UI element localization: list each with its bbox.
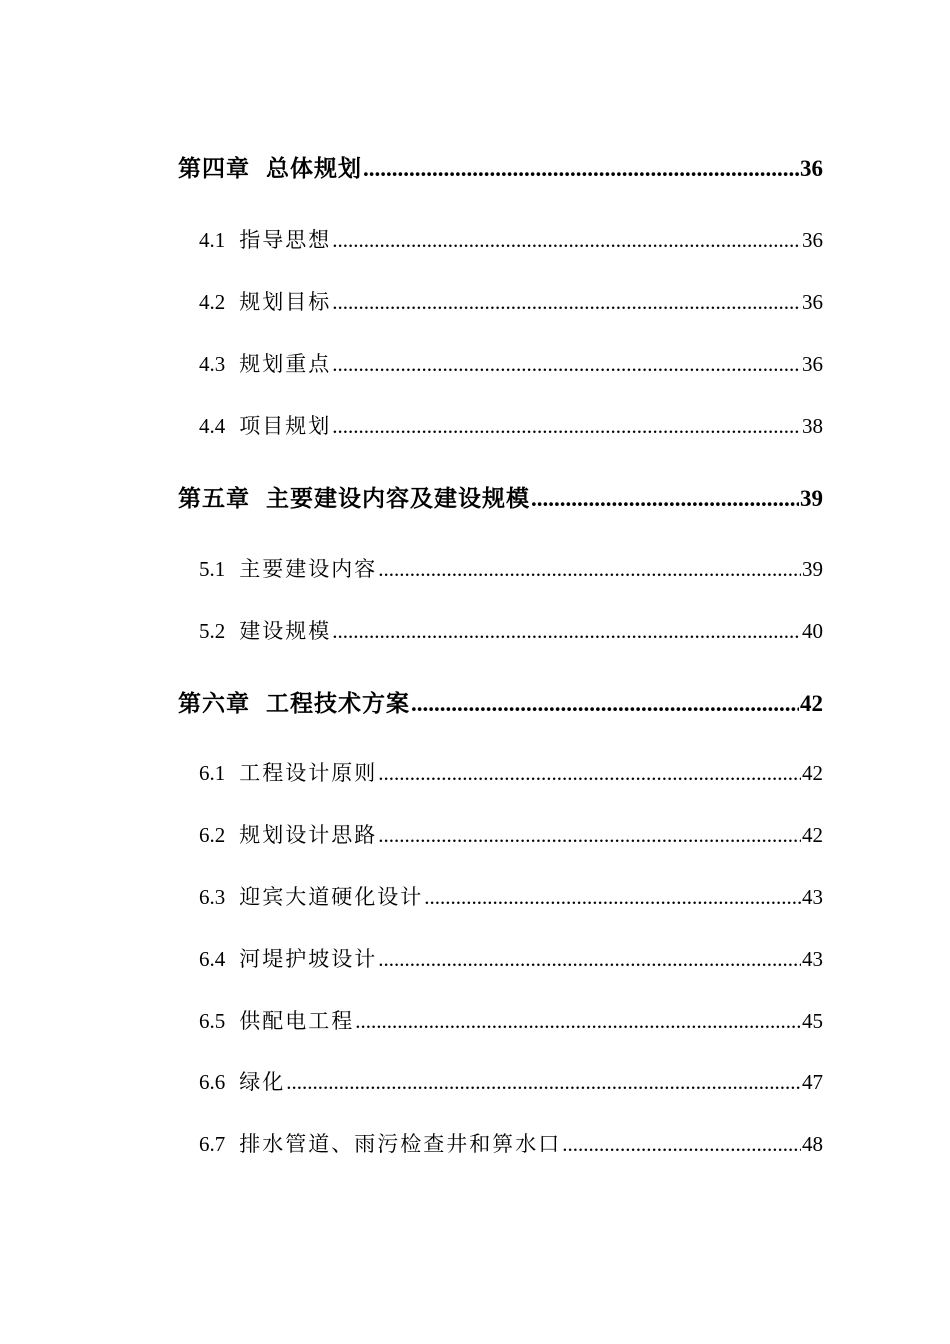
section-title: 主要建设内容 xyxy=(239,557,378,581)
page-number: 42 xyxy=(802,761,823,785)
section-number: 6.1 xyxy=(199,761,226,785)
page-number: 39 xyxy=(800,486,823,511)
page-number: 36 xyxy=(802,290,823,314)
page-number: 43 xyxy=(802,885,823,909)
section-title: 建设规模 xyxy=(239,619,332,643)
section-title: 迎宾大道硬化设计 xyxy=(239,885,424,909)
toc-section-6-4[interactable] xyxy=(199,943,823,973)
page-number: 42 xyxy=(802,823,823,847)
toc-section-4-3[interactable] xyxy=(199,348,823,378)
chapter-title: 工程技术方案 xyxy=(266,691,410,716)
dot-leader xyxy=(562,1132,801,1157)
section-title: 河堤护坡设计 xyxy=(239,947,378,971)
dot-leader xyxy=(332,414,801,439)
section-title: 绿化 xyxy=(239,1070,286,1094)
toc-section-6-3[interactable] xyxy=(199,881,823,911)
page-number: 36 xyxy=(802,352,823,376)
page-number: 47 xyxy=(802,1070,823,1094)
dot-leader xyxy=(531,486,799,512)
section-title: 规划设计思路 xyxy=(239,823,378,847)
dot-leader xyxy=(378,761,801,786)
section-number: 4.4 xyxy=(199,414,226,438)
section-number: 6.3 xyxy=(199,885,226,909)
section-number: 6.5 xyxy=(199,1009,226,1033)
toc-section-6-5[interactable] xyxy=(199,1005,823,1035)
section-number: 6.6 xyxy=(199,1070,226,1094)
chapter-label: 第四章 xyxy=(178,156,250,181)
section-number: 5.2 xyxy=(199,619,226,643)
dot-leader xyxy=(332,290,801,315)
dot-leader xyxy=(378,823,801,848)
page-number: 40 xyxy=(802,619,823,643)
page-number: 45 xyxy=(802,1009,823,1033)
page-number: 42 xyxy=(800,691,823,716)
dot-leader xyxy=(332,228,801,253)
dot-leader xyxy=(424,885,801,910)
toc-section-5-2[interactable] xyxy=(199,615,823,645)
dot-leader xyxy=(363,156,799,182)
chapter-title: 总体规划 xyxy=(266,156,362,181)
dot-leader xyxy=(378,947,801,972)
section-number: 4.2 xyxy=(199,290,226,314)
dot-leader xyxy=(355,1009,801,1034)
section-title: 规划重点 xyxy=(239,352,332,376)
section-number: 6.2 xyxy=(199,823,226,847)
chapter-label: 第五章 xyxy=(178,486,250,511)
section-title: 排水管道、雨污检查井和箅水口 xyxy=(239,1132,562,1156)
page-number: 43 xyxy=(802,947,823,971)
dot-leader xyxy=(332,352,801,377)
toc-section-5-1[interactable] xyxy=(199,553,823,583)
dot-leader xyxy=(378,557,801,582)
toc-section-4-1[interactable] xyxy=(199,224,823,254)
section-number: 4.3 xyxy=(199,352,226,376)
section-title: 规划目标 xyxy=(239,290,332,314)
toc-section-6-7[interactable] xyxy=(199,1128,823,1158)
chapter-label: 第六章 xyxy=(178,691,250,716)
dot-leader xyxy=(332,619,801,644)
page-number: 48 xyxy=(802,1132,823,1156)
toc-chapter-4[interactable] xyxy=(178,150,823,183)
section-title: 工程设计原则 xyxy=(239,761,378,785)
dot-leader xyxy=(411,691,799,717)
chapter-title: 主要建设内容及建设规模 xyxy=(266,486,530,511)
section-title: 项目规划 xyxy=(239,414,332,438)
section-number: 6.7 xyxy=(199,1132,226,1156)
toc-chapter-5[interactable] xyxy=(178,480,823,513)
toc-section-4-4[interactable] xyxy=(199,410,823,440)
section-title: 指导思想 xyxy=(239,228,332,252)
section-number: 4.1 xyxy=(199,228,226,252)
section-title: 供配电工程 xyxy=(239,1009,355,1033)
page-number: 36 xyxy=(802,228,823,252)
section-number: 6.4 xyxy=(199,947,226,971)
toc-section-6-6[interactable] xyxy=(199,1066,823,1096)
toc-section-6-1[interactable] xyxy=(199,757,823,787)
toc-section-4-2[interactable] xyxy=(199,286,823,316)
toc-chapter-6[interactable] xyxy=(178,685,823,718)
page-number: 38 xyxy=(802,414,823,438)
page-number: 36 xyxy=(800,156,823,181)
toc-section-6-2[interactable] xyxy=(199,819,823,849)
page-number: 39 xyxy=(802,557,823,581)
dot-leader xyxy=(286,1070,801,1095)
section-number: 5.1 xyxy=(199,557,226,581)
